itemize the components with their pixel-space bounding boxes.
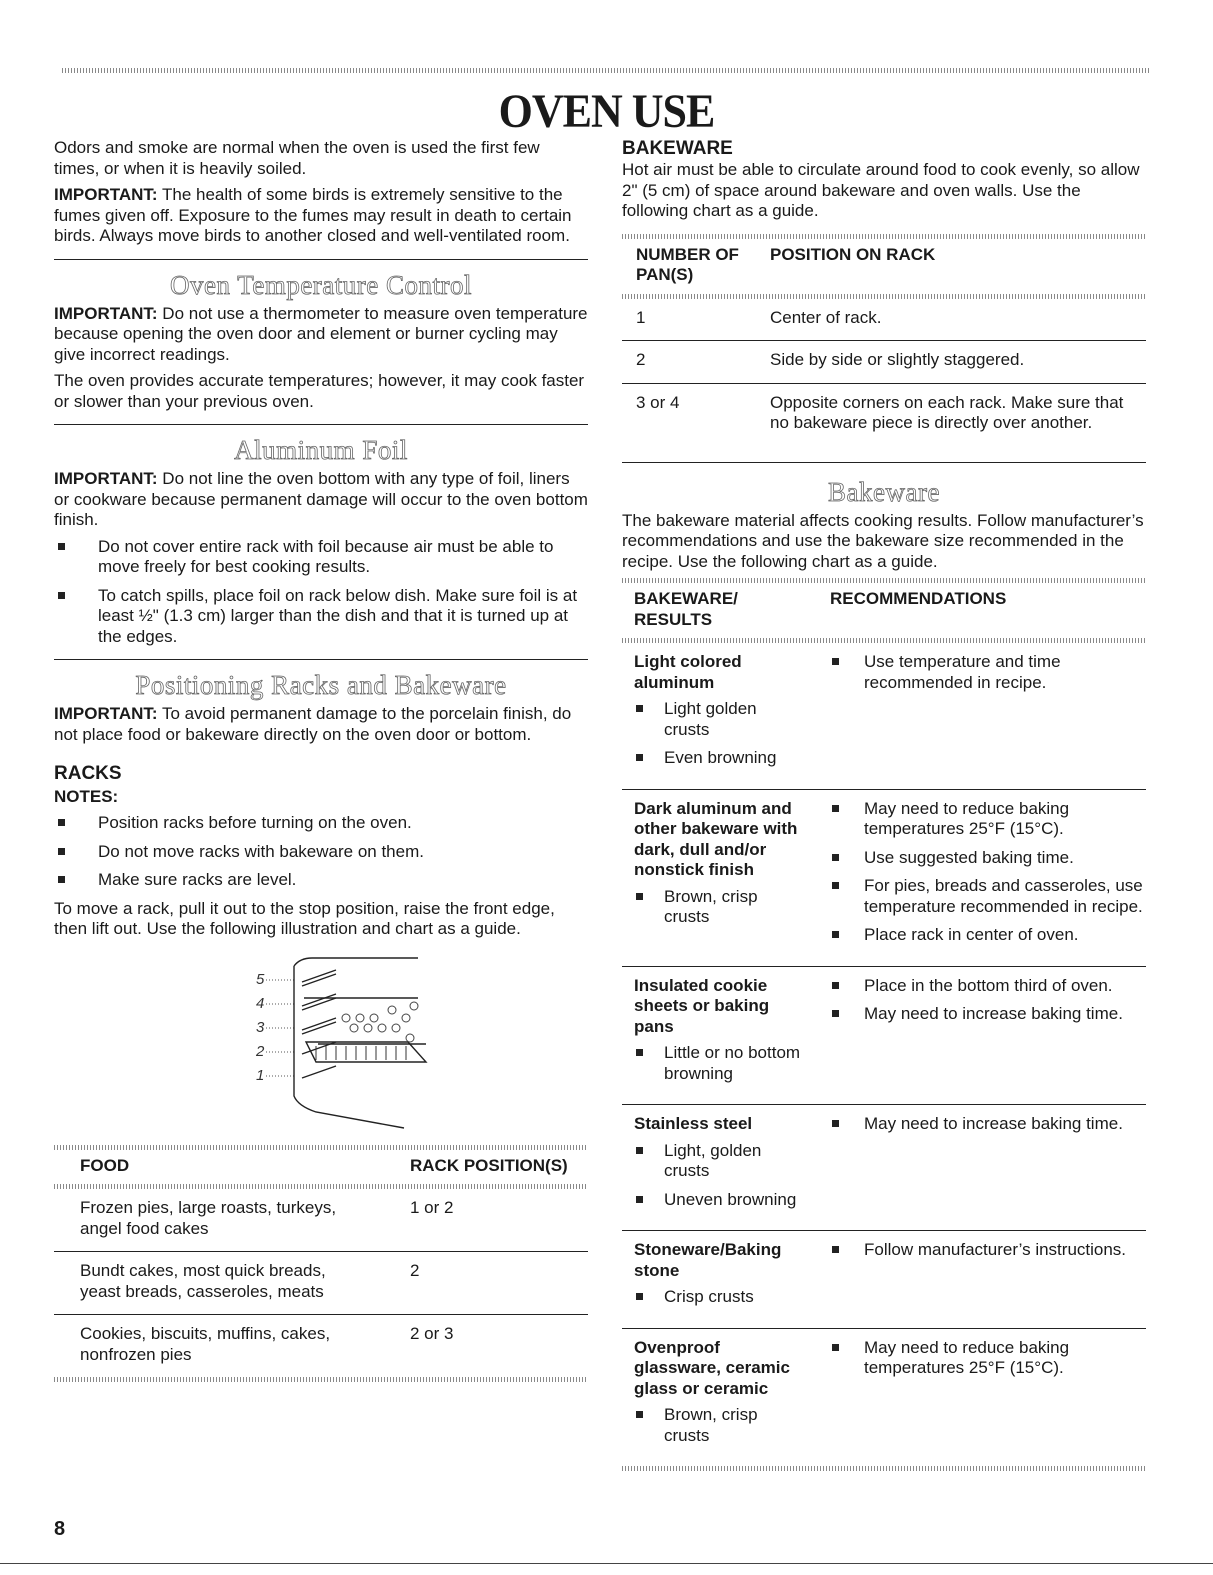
bakeware-type: Dark aluminum and other bakeware with dark, dull and/or nonstick finish — [634, 798, 798, 879]
bakeware-type: Light colored aluminum — [634, 652, 742, 692]
divider — [54, 659, 588, 660]
recommendations-cell — [818, 643, 1146, 789]
results-list — [634, 1141, 804, 1211]
section-heading-foil: Aluminum Foil — [234, 435, 408, 465]
table-row — [622, 789, 1146, 966]
list-item: Crisp crusts — [634, 1287, 804, 1308]
table-row — [622, 1328, 1146, 1466]
intro-important — [54, 185, 588, 247]
page-title: OVEN USE — [498, 85, 715, 138]
list-item: Light golden crusts — [634, 699, 804, 740]
list-item: To catch spills, place foil on rack below dish. Make sure foil is at least ½" (1.3 cm) larger than the dish and that it is turned up at the edges. — [54, 586, 588, 648]
divider — [54, 259, 588, 260]
important-label: IMPORTANT: — [54, 185, 158, 204]
results-list — [634, 887, 804, 928]
left-column — [54, 138, 588, 1382]
page-number: 8 — [54, 1518, 66, 1540]
table-row — [622, 341, 1146, 384]
temp-paragraph: The oven provides accurate temperatures; however, it may cook faster or slower than your previous oven. — [54, 371, 585, 411]
table-row — [622, 299, 1146, 341]
results-list — [634, 1405, 804, 1446]
rack-label: 2 — [256, 1042, 265, 1060]
list-item: Do not cover entire rack with foil because air must be able to move freely for best cooking results. — [54, 537, 588, 578]
recommendations-cell — [818, 1105, 1146, 1231]
intro-paragraph: Odors and smoke are normal when the oven is used the first few times, or when it is heavily soiled. — [54, 138, 540, 178]
rack-label: 3 — [256, 1018, 265, 1036]
recommendations-list — [830, 799, 1146, 946]
important-label: IMPORTANT: — [54, 303, 158, 323]
pan-count-cell: 3 or 4 — [622, 383, 756, 462]
rack-label: 4 — [256, 994, 265, 1012]
divider — [54, 424, 588, 425]
bakeware-type-cell — [622, 966, 818, 1105]
table-row — [622, 1105, 1146, 1231]
bakeware-type-cell — [622, 1105, 818, 1231]
bakeware-type-cell — [622, 1328, 818, 1466]
list-item: Make sure racks are level. — [54, 870, 588, 891]
list-item: May need to increase baking time. — [830, 1114, 1146, 1135]
pan-position-table — [622, 239, 1146, 463]
bakeware-paragraph: Hot air must be able to circulate around food to cook evenly, so allow 2" (5 cm) of space around bakeware and oven walls. Use the following chart as a guide. — [622, 160, 1140, 220]
important-label: IMPORTANT: — [54, 704, 158, 723]
results-list — [634, 699, 804, 769]
foil-bullet-list — [54, 537, 588, 648]
list-item: Use temperature and time recommended in recipe. — [830, 652, 1146, 693]
table-bottom-rule — [54, 1377, 588, 1382]
position-cell: 1 or 2 — [380, 1189, 588, 1252]
list-item: Uneven browning — [634, 1190, 804, 1211]
bakeware-type: Stainless steel — [634, 1114, 753, 1133]
bakeware-type-cell — [622, 1231, 818, 1329]
bakeware-heading: BAKEWARE — [622, 138, 733, 159]
list-item: Light, golden crusts — [634, 1141, 804, 1182]
food-cell: Cookies, biscuits, muffins, cakes, nonfrozen pies — [80, 1324, 331, 1364]
section-heading-bakeware: Bakeware — [828, 476, 940, 507]
temp-important — [54, 304, 588, 366]
list-item: Brown, crisp crusts — [634, 1405, 804, 1446]
list-item: Do not move racks with bakeware on them. — [54, 842, 588, 863]
pan-position-cell: Center of rack. — [756, 299, 1146, 341]
table-header: BAKEWARE/ RESULTS — [634, 589, 738, 629]
table-row — [54, 1189, 588, 1252]
list-item: For pies, breads and casseroles, use temperature recommended in recipe. — [830, 876, 1146, 917]
recommendations-list — [830, 976, 1146, 1025]
food-cell: Frozen pies, large roasts, turkeys, angel food cakes — [54, 1189, 380, 1252]
top-hatch-rule — [62, 68, 1150, 73]
table-row — [622, 966, 1146, 1105]
notes-list — [54, 813, 588, 891]
pan-position-cell: Side by side or slightly staggered. — [756, 341, 1146, 384]
temp-important-text: Do not use a thermometer to measure oven temperature because opening the oven door and element or burner cycling may give incorrect readings. — [54, 303, 588, 364]
bakeware-material-paragraph: The bakeware material affects cooking results. Follow manufacturer’s recommendations and use the bakeware size recommended in the recipe. Use the following chart as a guide. — [622, 510, 1144, 571]
rack-illustration — [54, 946, 588, 1131]
recommendations-list — [830, 1240, 1146, 1261]
bakeware-type: Insulated cookie sheets or baking pans — [634, 975, 770, 1036]
intro-important-text: The health of some birds is extremely sensitive to the fumes given off. Exposure to the fumes may result in death to certain birds. Always move birds to another closed and well-ventilated room. — [54, 185, 572, 245]
recommendations-list — [830, 1114, 1146, 1135]
recommendations-cell — [818, 966, 1146, 1105]
recommendations-list — [830, 652, 1146, 693]
right-column — [622, 138, 1146, 1471]
results-list — [634, 1287, 804, 1308]
table-row — [54, 1252, 588, 1315]
list-item: Little or no bottom browning — [634, 1043, 804, 1084]
section-heading-temp: Oven Temperature Control — [169, 269, 473, 300]
recommendations-cell — [818, 789, 1146, 966]
recommendations-cell — [818, 1231, 1146, 1329]
recommendations-list — [830, 1338, 1146, 1379]
positioning-important-text: To avoid permanent damage to the porcelain finish, do not place food or bakeware directly on the oven door or bottom. — [54, 704, 572, 744]
position-cell: 2 — [380, 1252, 588, 1315]
list-item: Position racks before turning on the oven. — [54, 813, 588, 834]
bakeware-type-cell — [622, 643, 818, 789]
rack-move-paragraph: To move a rack, pull it out to the stop position, raise the front edge, then lift out. Use the following illustration and chart as a guide. — [54, 898, 555, 938]
pan-position-cell: Opposite corners on each rack. Make sure that no bakeware piece is directly over another. — [756, 383, 1146, 462]
list-item: May need to reduce baking temperatures 25°F (15°C). — [830, 799, 1146, 840]
results-list — [634, 1043, 804, 1084]
rack-label: 5 — [256, 970, 265, 988]
bakeware-type: Stoneware/Baking stone — [634, 1240, 782, 1280]
bottom-rule — [0, 1563, 1213, 1564]
pan-count-cell: 2 — [622, 341, 756, 384]
table-header: FOOD — [80, 1155, 130, 1175]
foil-important — [54, 469, 588, 531]
list-item: Follow manufacturer’s instructions. — [830, 1240, 1146, 1261]
position-cell: 2 or 3 — [410, 1324, 454, 1343]
important-label: IMPORTANT: — [54, 469, 158, 488]
list-item: May need to reduce baking temperatures 25°F (15°C). — [830, 1338, 1146, 1379]
rack-label: 1 — [256, 1066, 265, 1084]
table-header: POSITION ON RACK — [770, 244, 936, 264]
pan-count-cell: 1 — [622, 299, 756, 341]
table-row — [622, 643, 1146, 789]
bakeware-table — [622, 583, 1146, 1466]
table-row — [54, 1315, 588, 1378]
list-item: Even browning — [634, 748, 804, 769]
foil-important-text: Do not line the oven bottom with any type of foil, liners or cookware because permanent damage will occur to the oven bottom finish. — [54, 469, 588, 529]
table-header: NUMBER OF PAN(S) — [636, 244, 739, 284]
list-item: Place in the bottom third of oven. — [830, 976, 1146, 997]
section-heading-positioning: Positioning Racks and Bakeware — [135, 670, 507, 700]
list-item: Place rack in center of oven. — [830, 925, 1146, 946]
food-cell: Bundt cakes, most quick breads, yeast breads, casseroles, meats — [54, 1252, 380, 1315]
table-row — [622, 383, 1146, 462]
bakeware-type-cell — [622, 789, 818, 966]
racks-heading: RACKS — [54, 763, 122, 784]
notes-heading: NOTES: — [54, 787, 119, 806]
list-item: May need to increase baking time. — [830, 1004, 1146, 1025]
bakeware-type: Ovenproof glassware, ceramic glass or ceramic — [634, 1337, 790, 1398]
table-row — [622, 1231, 1146, 1329]
table-header: RACK POSITION(S) — [410, 1155, 568, 1175]
positioning-important — [54, 704, 588, 745]
recommendations-cell — [818, 1328, 1146, 1466]
list-item: Brown, crisp crusts — [634, 887, 804, 928]
table-bottom-rule — [622, 1466, 1146, 1471]
list-item: Use suggested baking time. — [830, 848, 1146, 869]
table-header: RECOMMENDATIONS — [830, 589, 1007, 608]
rack-position-table — [54, 1150, 588, 1378]
